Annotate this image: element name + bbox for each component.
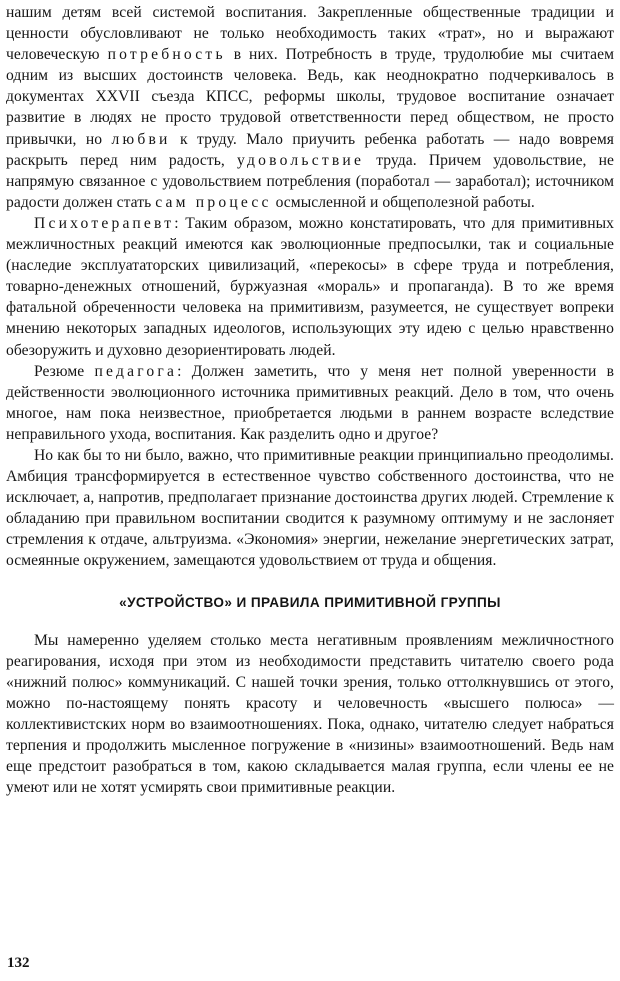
paragraph-5: Мы намеренно уделяем столько места негативным проявлениям межличностного реагирования, исходя при этом из необходимости представить читателю своего рода «нижний полюс» коммуникаций. С нашей точки зрения, только оттолкнувшись от этого, можно по-настоящему понять красоту и человечность «высшего полюса» — коллективистских норм во взаимоотношениях. Пока, однако, читателю следует набраться терпения и продолжить мысленное погружение в «низины» взаимоотношений. Ведь нам еще предстоит разобраться в том, какою складывается малая группа, если члены ее не умеют или не хотят усмирять свои примитивные реакции. bbox=[6, 631, 614, 797]
spaced-word-lyubvi: любви bbox=[111, 130, 171, 148]
paragraph-1-text-b: в них. Потребность в труде, трудолюбие мы считаем одним из высших достоинств человека. Ведь, как неоднократно подчеркивалось в документах XXVII съезда КПСС, реформы школы, трудовое воспитание означает развитие в людях не просто трудовой ответственности перед обществом, не просто привычки, но bbox=[6, 46, 614, 148]
section-heading: «УСТРОЙСТВО» И ПРАВИЛА ПРИМИТИВНОЙ ГРУППЫ bbox=[119, 594, 501, 610]
paragraph-2-text: : Таким образом, можно констатировать, что для примитивных межличностных реакций имеются как эволюционные предпосылки, так и социальные (наследие эксплуататорских цивилизаций, «перекосы» в сфере труда и потребления, товарно-денежных отношений, буржуазная «мораль» и пропаганда). В то же время фатальной обреченности человека на примитивизм, разумеется, не существует вопреки мнению некоторых западных идеологов, использующих эту идею с целью нравственно обезоружить и духовно дезориентировать людей. bbox=[6, 214, 614, 359]
paragraph-2 bbox=[6, 213, 614, 361]
paragraph-3-text: : Должен заметить, что у меня нет полной уверенности в действенности эволюционного источника примитивных реакций. Дело в том, что очень многое, нам пока неизвестное, приобретается людьми в раннем возрасте вследствие неправильного ухода, воспитания. Как разделить одно и другое? bbox=[6, 362, 614, 443]
paragraph-1 bbox=[6, 2, 614, 213]
paragraph-1-text-a: нашим детям всей системой воспитания. Закрепленные общественные традиции и ценности обусловливают не только необходимость таких «трат», но и выражают человеческую bbox=[6, 4, 614, 64]
paragraph-3 bbox=[6, 361, 614, 445]
speaker-psychotherapist: Психотерапевт bbox=[34, 214, 175, 232]
paragraph-4: Но как бы то ни было, важно, что примитивные реакции принципиально преодолимы. Амбиция трансформируется в естественное чувство собственного достоинства, что не исключает, а, напротив, предполагает признание достоинства других людей. Стремление к обладанию при правильном воспитании сводится к разумному оптимуму и не заслоняет стремления к отдаче, альтруизма. «Экономия» энергии, нежелание энергетических затрат, осмеянные окружением, замещаются удовольствием от труда и общения. bbox=[6, 446, 614, 570]
book-page bbox=[6, 2, 614, 798]
page-number: 132 bbox=[7, 955, 30, 971]
paragraph-1-text-d: труда. Причем удовольствие, не напрямую связанное с удовольствием потребления (поработал — заработал); источником радости должен стать bbox=[6, 151, 614, 211]
spaced-word-potrebnost: потребность bbox=[107, 46, 226, 64]
speaker-pedagogue: педагога bbox=[94, 362, 178, 380]
spaced-word-sam-process: сам процесс bbox=[155, 193, 272, 211]
paragraph-1-text-c: к труду. Мало приучить ребенка работать — надо вовремя раскрыть перед ним радость, bbox=[6, 130, 614, 169]
spaced-word-udovolstvie: удовольствие bbox=[237, 151, 365, 169]
paragraph-3-lead: Резюме bbox=[34, 362, 95, 380]
paragraph-1-text-e: осмысленной и общеполезной работы. bbox=[271, 193, 535, 211]
